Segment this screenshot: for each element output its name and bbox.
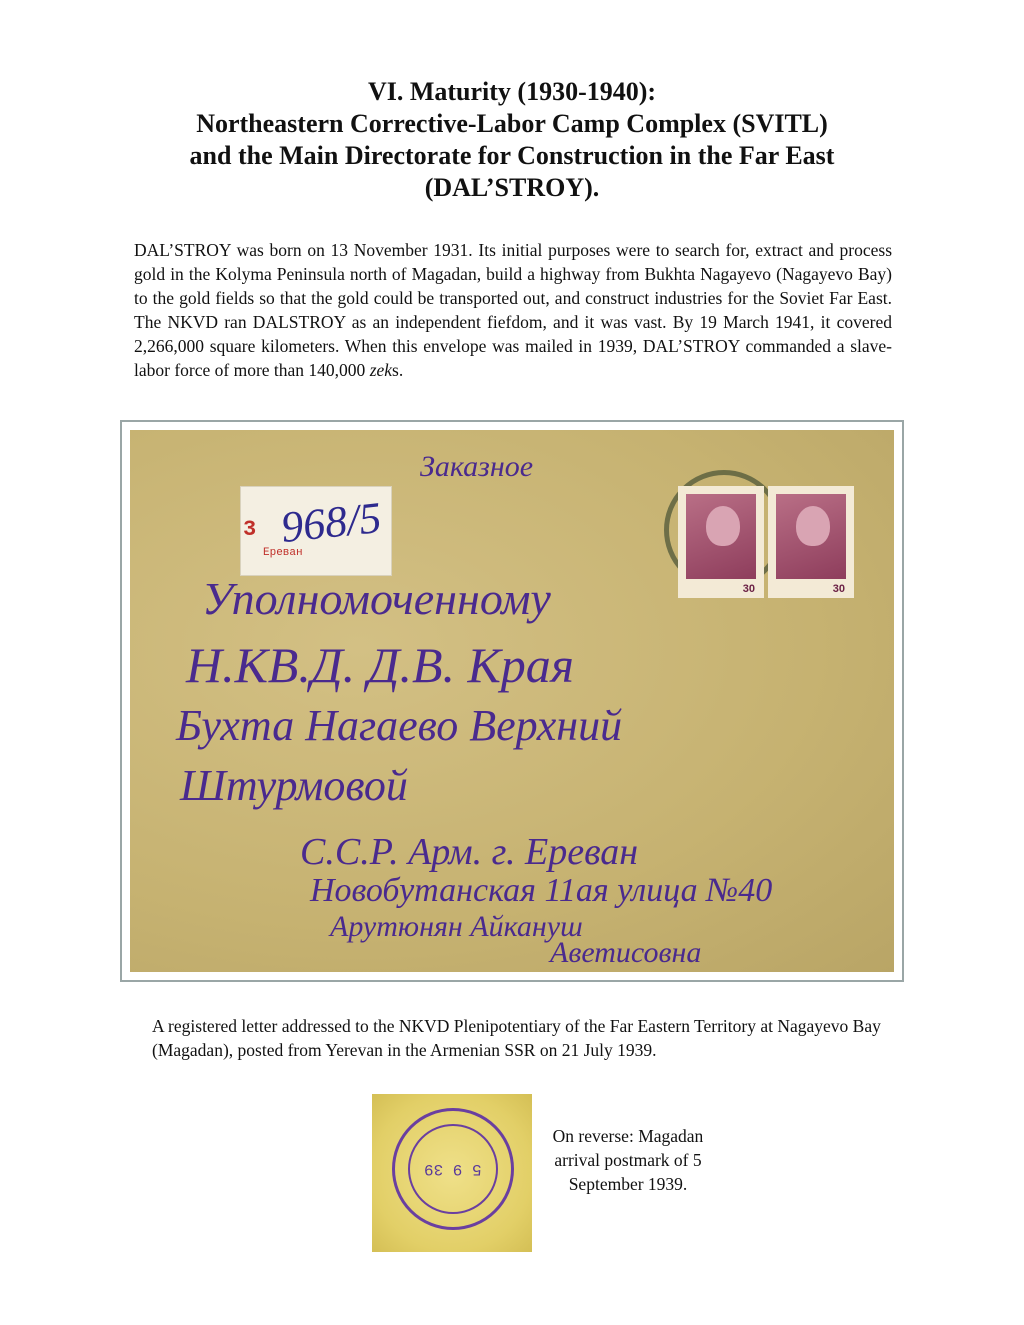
- handwriting-line: Арутюнян Айкануш: [330, 910, 583, 943]
- intro-main-text: DAL’STROY was born on 13 November 1931. Its initial purposes were to search for, extract and process gold in the Kolyma Peninsula north of Magadan, build a highway from Bukhta Nagayevo (Nagayevo Bay) to the gold fields so that the gold could be transported out, and construct industries for the Soviet Far East. The NKVD ran DALSTROY as an independent fiefdom, and it was vast. By 19 March 1941, it covered 2,266,000 square kilometers. When this envelope was mailed in 1939, DAL’STROY commanded a slave-labor force of more than 140,000: [134, 240, 892, 380]
- reverse-postmark-image: [372, 1094, 532, 1252]
- postage-stamp-1: [678, 486, 764, 598]
- title-line-4: (DAL’STROY).: [424, 173, 600, 202]
- intro-end-text: s.: [392, 360, 404, 380]
- stamp-portrait: [796, 506, 830, 546]
- registration-handwritten-number: 968/5: [278, 492, 384, 553]
- handwriting-line: Бухта Нагаево Верхний: [176, 701, 623, 750]
- handwriting-line: Уполномоченному: [202, 573, 551, 624]
- stamp-value: 30: [742, 583, 755, 595]
- intro-italic-term: zek: [369, 360, 393, 380]
- stamp-portrait: [706, 506, 740, 546]
- registration-city: Ереван: [263, 547, 303, 559]
- stamp-value: 30: [832, 583, 845, 595]
- registration-label: [240, 486, 392, 576]
- handwriting-line: Штурмовой: [180, 761, 408, 810]
- handwriting-line: Заказное: [420, 450, 534, 483]
- handwriting-line: Н.КВ.Д. Д.В. Края: [186, 637, 574, 693]
- reverse-note: On reverse: Magadan arrival postmark of 5 September 1939.: [552, 1126, 704, 1194]
- handwriting-line: С.С.Р. Арм. г. Ереван: [300, 831, 639, 873]
- handwriting-line: Аветисовна: [550, 936, 702, 969]
- intro-paragraph: [134, 238, 892, 382]
- postage-stamp-2: [768, 486, 854, 598]
- envelope-caption: A registered letter addressed to the NKVD Plenipotentiary of the Far Eastern Territory at Nagayevo Bay (Magadan), posted from Yerevan in the Armenian SSR on 21 July 1939.: [152, 1016, 881, 1060]
- postmark-date: 5 9 39: [424, 1160, 482, 1178]
- title-line-3: and the Main Directorate for Construction in the Far East: [189, 141, 835, 170]
- registration-number: 3: [243, 517, 257, 542]
- page-title: [100, 76, 924, 204]
- envelope-image: [130, 430, 894, 972]
- title-line-1: VI. Maturity (1930-1940):: [367, 77, 657, 106]
- handwriting-line: Новобутанская 11ая улица №40: [310, 872, 773, 909]
- title-line-2: Northeastern Corrective-Labor Camp Complex (SVITL): [196, 109, 828, 138]
- envelope-image-frame: [120, 420, 904, 982]
